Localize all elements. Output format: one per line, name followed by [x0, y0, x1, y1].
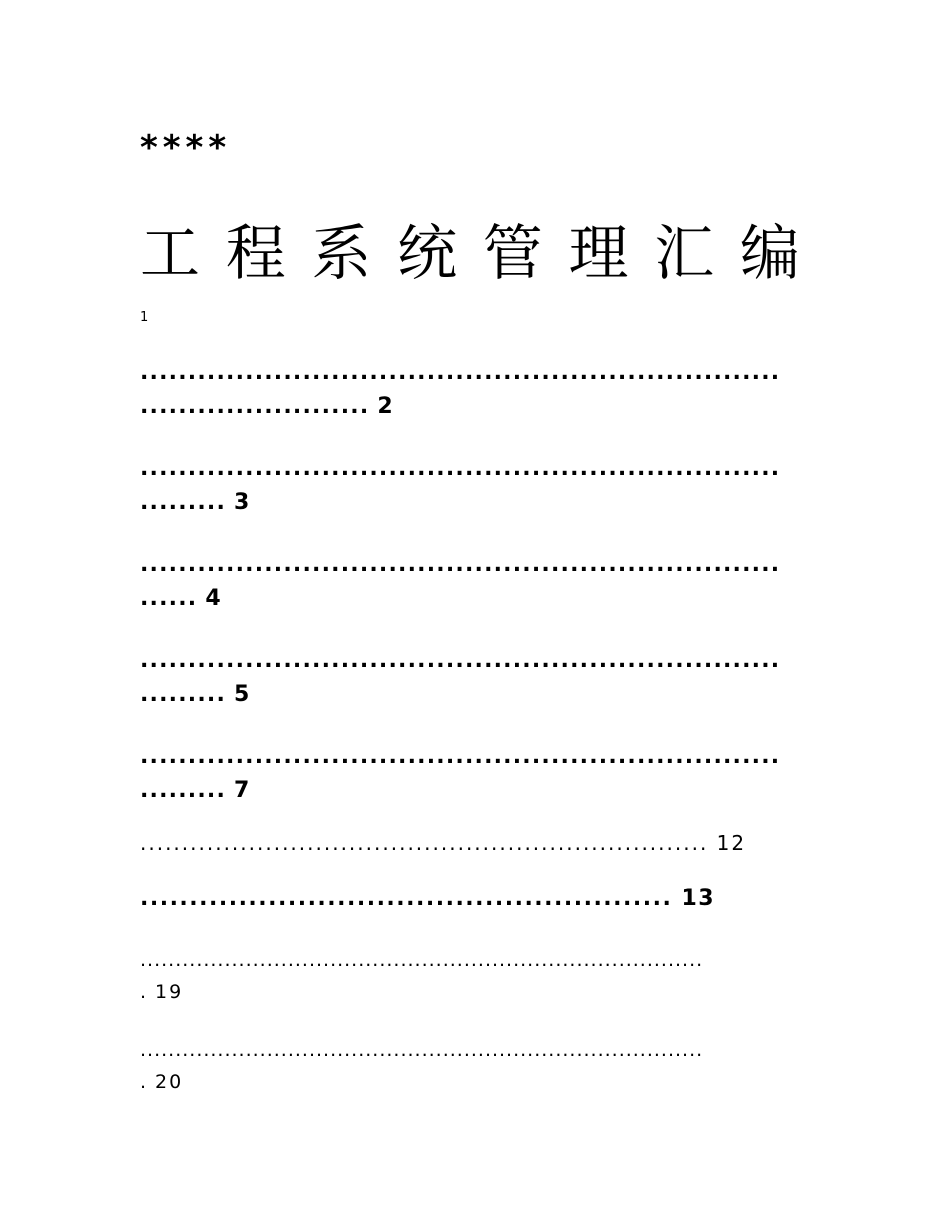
toc-page-number: 13 — [681, 886, 716, 911]
toc-leader-tail: . — [140, 1071, 148, 1093]
toc-entry[interactable] — [140, 644, 808, 712]
toc-page-number: 7 — [234, 778, 250, 803]
toc-leader: ................................................................... — [140, 552, 781, 577]
title-char: 程 — [225, 219, 286, 289]
toc-leader-tail: ...... — [140, 586, 198, 611]
toc-leader-tail: ........................ — [140, 394, 370, 419]
toc-entry[interactable] — [140, 884, 808, 914]
title-char: 管 — [482, 219, 543, 289]
toc-leader: ................................................................... — [140, 744, 781, 769]
toc-leader: ...................................................... — [140, 886, 673, 911]
title-char: 理 — [568, 219, 629, 289]
toc-entry[interactable] — [140, 452, 808, 520]
title-char: 编 — [739, 219, 800, 289]
toc-leader: ................................................................... — [140, 360, 781, 385]
toc-leader: ................................................................................ — [140, 949, 704, 971]
toc-leader-tail: ......... — [140, 490, 227, 515]
toc-page-number: 3 — [234, 490, 250, 515]
toc-entry[interactable] — [140, 828, 808, 858]
title-char: 统 — [397, 219, 458, 289]
toc-leader-tail: ......... — [140, 778, 227, 803]
toc-leader-tail: . — [140, 981, 148, 1003]
document-title — [140, 218, 820, 290]
toc-page-number: 4 — [205, 586, 221, 611]
toc-page-number: 19 — [155, 981, 184, 1003]
toc-leader: ................................................................... — [140, 456, 781, 481]
toc-leader: ................................................................................ — [140, 1039, 704, 1061]
toc-entry[interactable] — [140, 1034, 808, 1098]
toc-entry[interactable] — [140, 944, 808, 1008]
title-char: 工 — [140, 219, 200, 289]
toc-page-number: 5 — [234, 682, 250, 707]
toc-page-number: 20 — [155, 1071, 184, 1093]
toc-entry[interactable] — [140, 548, 808, 616]
toc-leader: .................................................................... — [140, 831, 709, 855]
toc-leader-tail: ......... — [140, 682, 227, 707]
toc-entry[interactable] — [140, 740, 808, 808]
title-char: 系 — [311, 219, 372, 289]
toc-entry[interactable] — [140, 356, 808, 424]
toc-leader: ................................................................... — [140, 648, 781, 673]
page-marker: 1 — [140, 310, 149, 325]
toc-page-number: 12 — [716, 831, 747, 855]
title-char: 汇 — [654, 219, 715, 289]
header-stars: **** — [140, 128, 232, 168]
toc-page-number: 2 — [377, 394, 393, 419]
